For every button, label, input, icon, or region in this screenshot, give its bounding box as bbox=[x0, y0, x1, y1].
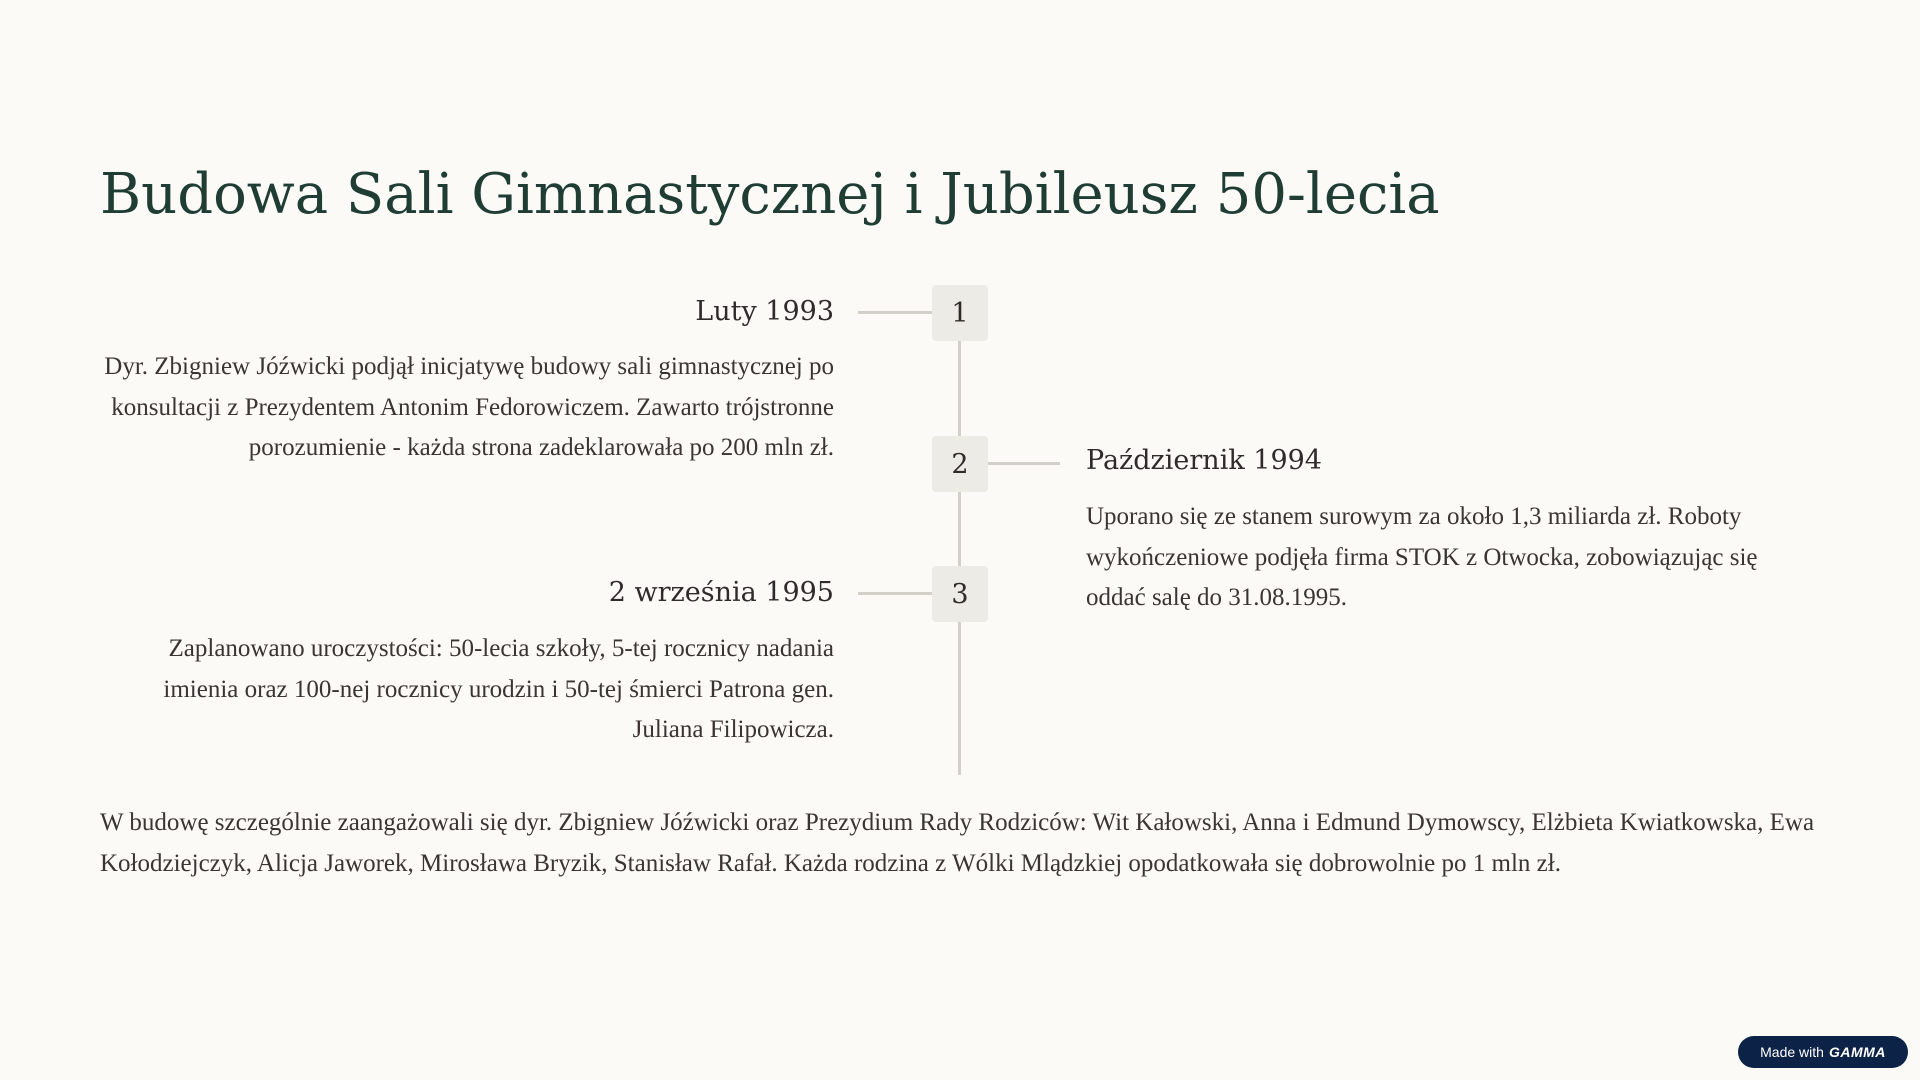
event-date: 2 września 1995 bbox=[608, 577, 834, 608]
timeline-marker-3: 3 bbox=[932, 566, 988, 622]
timeline-connector-2 bbox=[988, 462, 1060, 465]
event-date: Październik 1994 bbox=[1086, 445, 1322, 476]
summary-paragraph: W budowę szczególnie zaangażowali się dyr. Zbigniew Jóźwicki oraz Prezydium Rady Rodziców: Wit Kałowski, Anna i Edmund Dymowscy, Elżbieta Kwiatkowska, Ewa Kołodziejczyk, Alicja Jaworek, Mirosława Bryzik, Stanisław Rafał. Każda rodzina z Wólki Mlądzkiej opodatkowała się dobrowolnie po 1 mln zł. bbox=[100, 809, 1815, 877]
timeline-vertical-line bbox=[958, 285, 961, 775]
event-description: Dyr. Zbigniew Jóźwicki podjął inicjatywę budowy sali gimnastycznej po konsultacji z Prezydentem Antonim Fedorowiczem. Zawarto trójstronne porozumienie - każda strona zadeklarowała po 200 mln zł. bbox=[104, 353, 834, 461]
timeline-marker-2: 2 bbox=[932, 436, 988, 492]
timeline-marker-1: 1 bbox=[932, 285, 988, 341]
event-description: Zaplanowano uroczystości: 50-lecia szkoły, 5-tej rocznicy nadania imienia oraz 100-nej rocznicy urodzin i 50-tej śmierci Patrona gen. Juliana Filipowicza. bbox=[163, 635, 834, 743]
event-date: Luty 1993 bbox=[695, 296, 834, 327]
badge-label: Made with bbox=[1760, 1044, 1824, 1060]
page-title: Budowa Sali Gimnastycznej i Jubileusz 50-lecia bbox=[100, 162, 1440, 227]
timeline-connector-1 bbox=[858, 311, 934, 314]
gamma-logo: GAMMA bbox=[1828, 1044, 1886, 1060]
event-description: Uporano się ze stanem surowym za około 1,3 miliarda zł. Roboty wykończeniowe podjęła firma STOK z Otwocka, zobowiązując się oddać salę do 31.08.1995. bbox=[1086, 503, 1758, 611]
timeline-connector-3 bbox=[858, 592, 934, 595]
made-with-gamma-badge[interactable] bbox=[1738, 1036, 1908, 1068]
